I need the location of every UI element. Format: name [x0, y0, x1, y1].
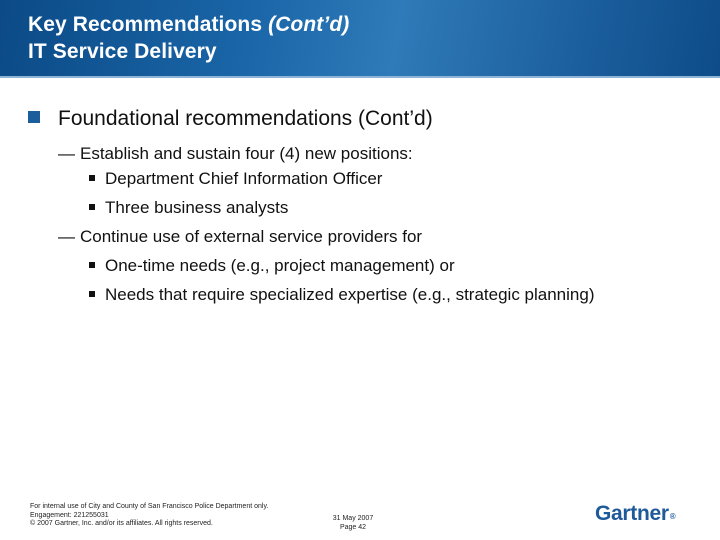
list-item-text: One-time needs (e.g., project management) or: [105, 256, 455, 275]
list-item-text: Three business analysts: [105, 198, 289, 217]
footer-date: 31 May 2007: [332, 515, 374, 522]
list-item: [89, 285, 595, 305]
main-bullet-point: [28, 107, 433, 131]
footer-engagement: Engagement: 221255031: [30, 511, 109, 519]
list-item-text: Department Chief Information Officer: [105, 169, 383, 188]
dash-bullet-icon: —: [58, 227, 75, 246]
slide-title-line1: [28, 13, 349, 37]
main-point-text: Foundational recommendations (Cont’d): [58, 107, 433, 130]
list-item-text: Needs that require specialized expertise (e.g., strategic planning): [105, 285, 595, 304]
title-cont: (Cont’d): [268, 13, 350, 36]
list-item: [89, 169, 382, 189]
list-item: [89, 256, 455, 276]
small-square-bullet-icon: [89, 204, 95, 210]
sub-point-text: Continue use of external service providers for: [80, 227, 423, 246]
small-square-bullet-icon: [89, 262, 95, 268]
title-main: Key Recommendations: [28, 13, 263, 36]
page-number: Page 42: [339, 523, 367, 531]
sub-point-providers: [58, 227, 422, 247]
small-square-bullet-icon: [89, 291, 95, 297]
registered-mark-icon: ®: [669, 512, 676, 521]
slide-title-line2: IT Service Delivery: [28, 40, 217, 63]
dash-bullet-icon: —: [58, 144, 75, 163]
list-item: [89, 198, 288, 218]
title-banner: [0, 0, 720, 76]
logo-text: Gartner: [595, 502, 669, 525]
small-square-bullet-icon: [89, 175, 95, 181]
footer-internal-use: For internal use of City and County of San Francisco Police Department only.: [30, 503, 269, 510]
footer-date-page: [318, 515, 388, 532]
footer-disclaimer: [30, 503, 268, 529]
sub-point-text: Establish and sustain four (4) new positions:: [80, 144, 413, 163]
footer-copyright: © 2007 Gartner, Inc. and/or its affiliates. All rights reserved.: [30, 520, 213, 527]
sub-point-positions: [58, 144, 413, 164]
square-bullet-icon: [28, 111, 40, 123]
gartner-logo: [595, 502, 675, 526]
banner-divider: [0, 76, 720, 78]
